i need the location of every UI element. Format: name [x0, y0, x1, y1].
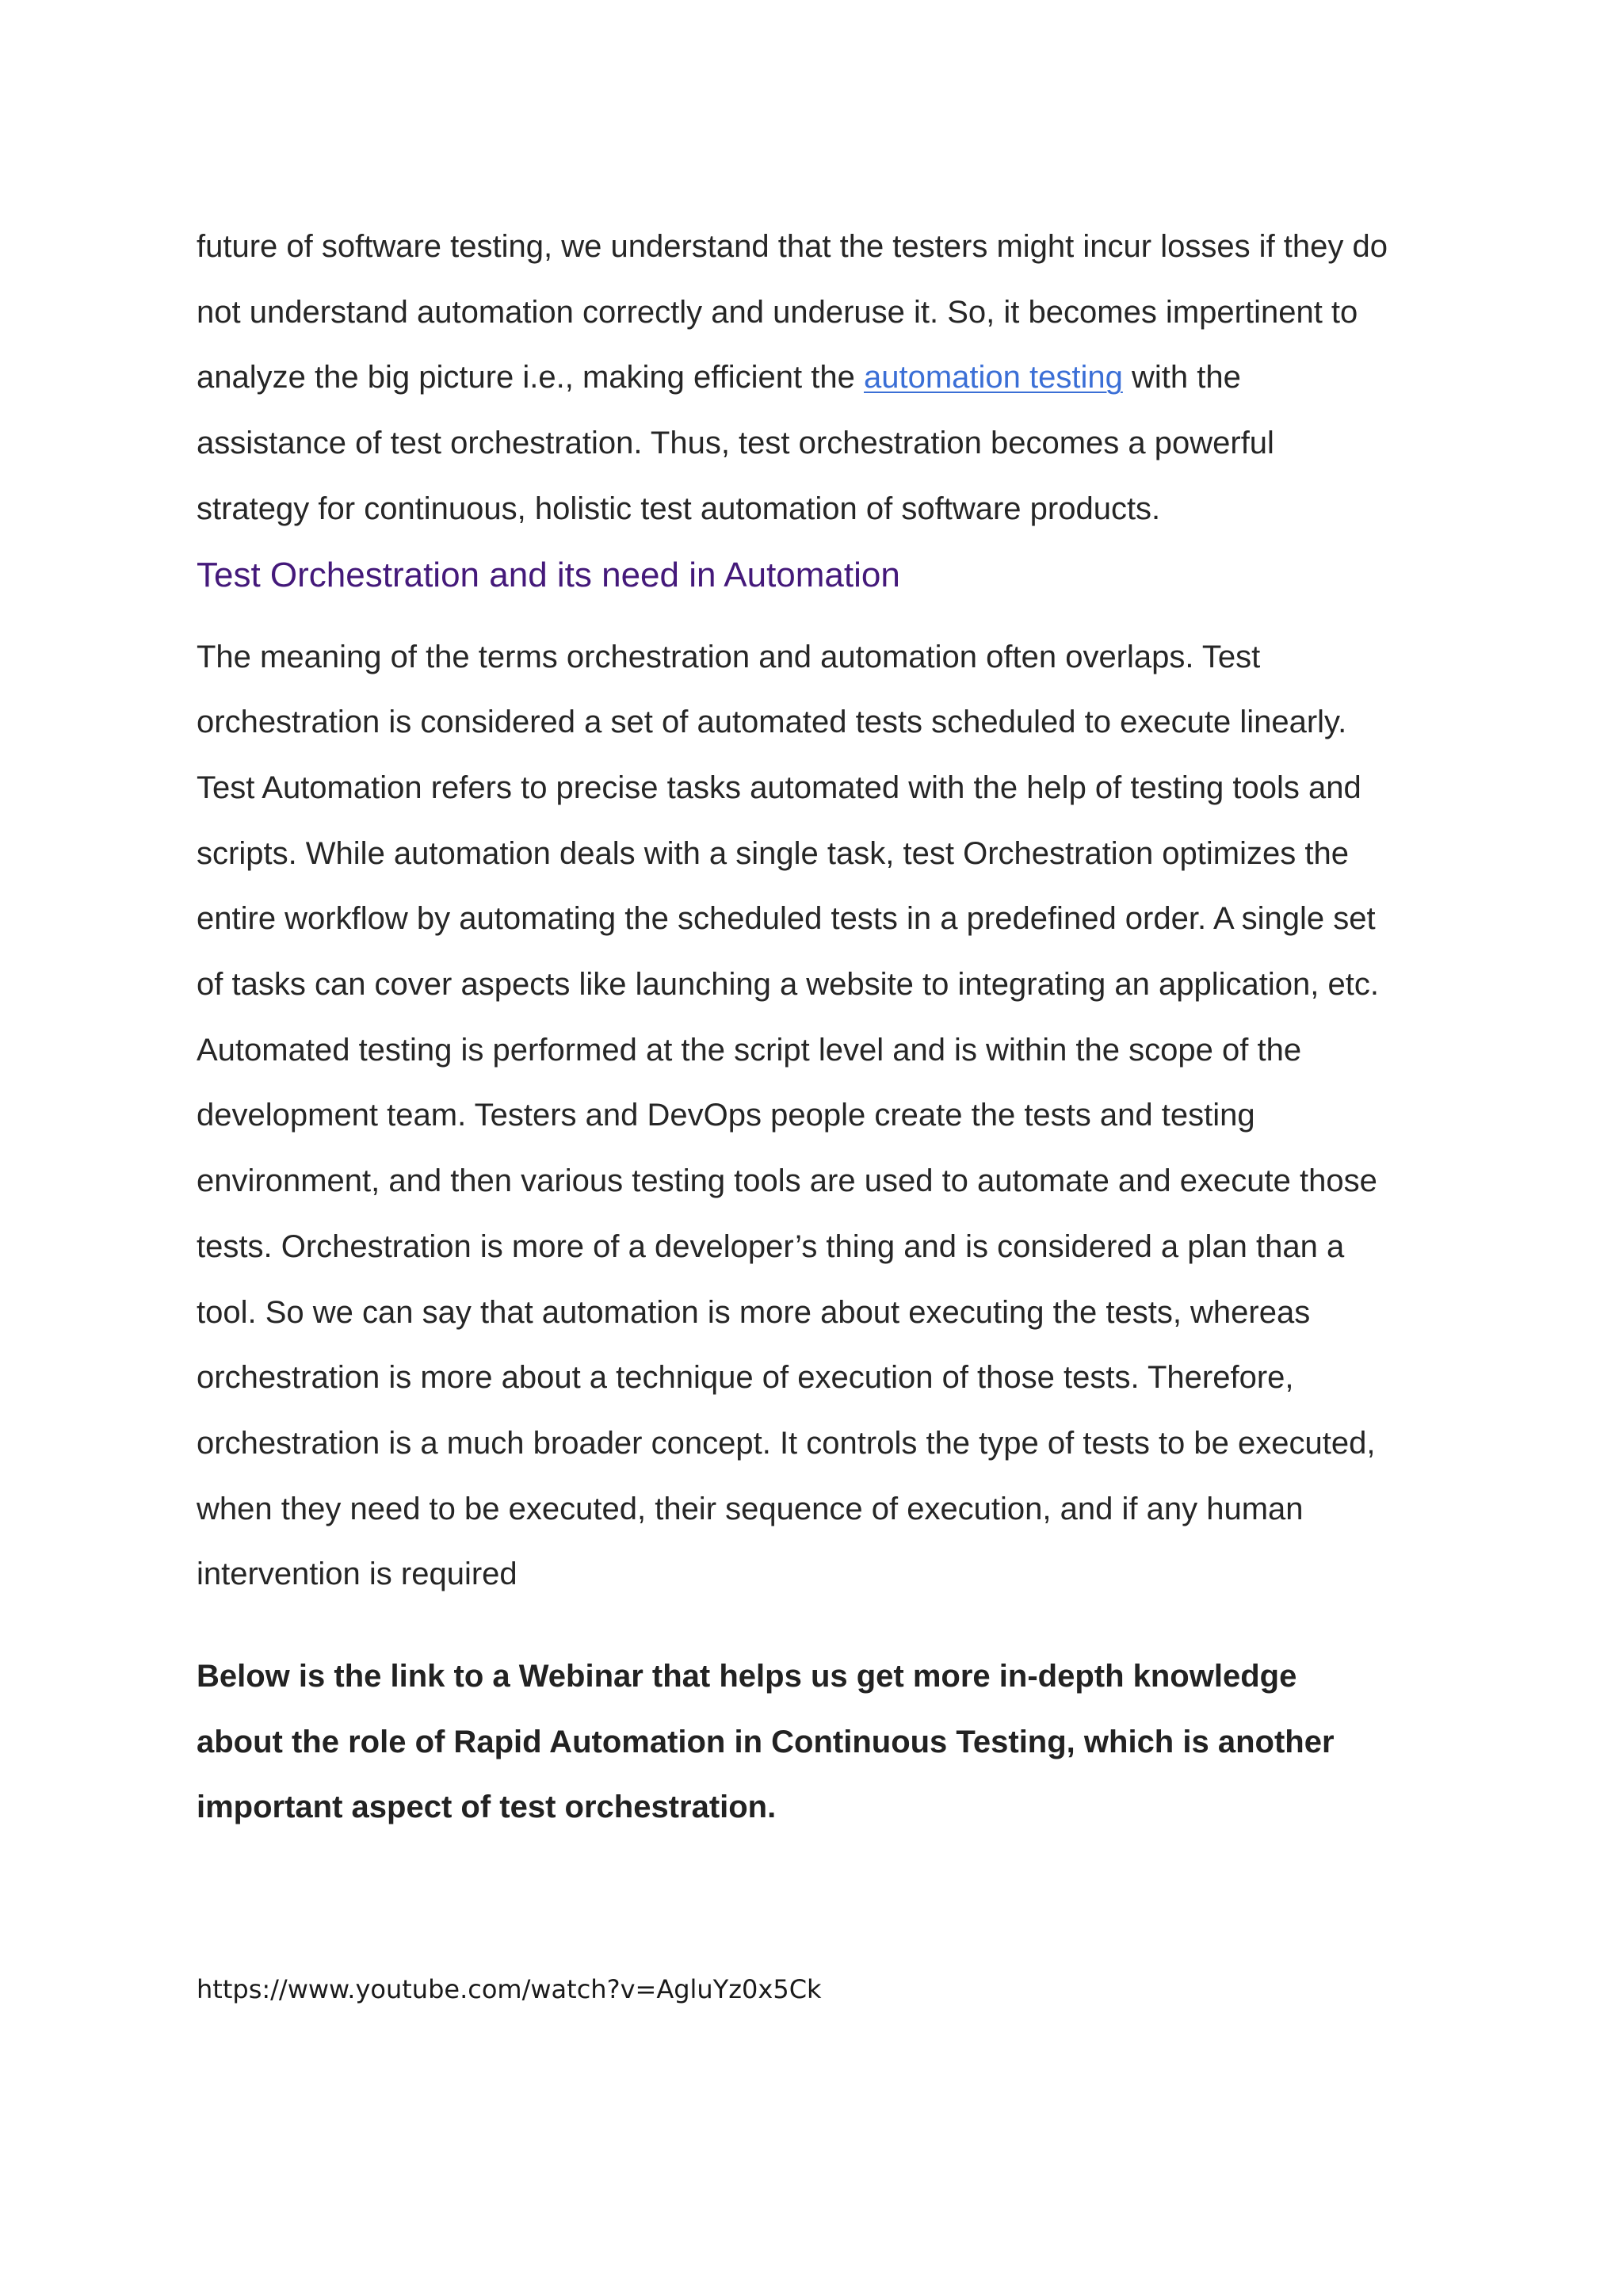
intro-line-with-link	[197, 345, 1449, 411]
webinar-line: Below is the link to a Webinar that helps us get more in-depth knowledge	[197, 1659, 1297, 1694]
body-line: entire workflow by automating the scheduled tests in a predefined order. A single set	[197, 901, 1376, 937]
intro-text: analyze the big picture i.e., making efficient the	[197, 360, 864, 395]
body-line: when they need to be executed, their sequence of execution, and if any human	[197, 1491, 1304, 1526]
intro-line: strategy for continuous, holistic test automation of software products.	[197, 491, 1161, 526]
body-line: Test Automation refers to precise tasks automated with the help of testing tools and	[197, 770, 1361, 805]
body-line: orchestration is considered a set of automated tests scheduled to execute linearly.	[197, 705, 1347, 740]
body-line: Automated testing is performed at the script level and is within the scope of the	[197, 1032, 1302, 1068]
body-paragraph	[197, 625, 1449, 1608]
intro-text: with the	[1122, 360, 1241, 395]
webinar-paragraph	[197, 1644, 1449, 1840]
body-line: tool. So we can say that automation is more about executing the tests, whereas	[197, 1294, 1311, 1330]
body-line: environment, and then various testing tools are used to automate and execute those	[197, 1163, 1377, 1199]
automation-testing-link[interactable]: automation testing	[863, 360, 1123, 395]
body-line: scripts. While automation deals with a single task, test Orchestration optimizes the	[197, 835, 1349, 871]
intro-paragraph	[197, 214, 1449, 542]
document-content	[197, 214, 1449, 2005]
body-line: of tasks can cover aspects like launching a website to integrating an application, etc.	[197, 967, 1379, 1003]
webinar-url[interactable]: https://www.youtube.com/watch?v=AgluYz0x5Ck	[197, 1974, 822, 2005]
body-line: tests. Orchestration is more of a developer’s thing and is considered a plan than a	[197, 1228, 1345, 1264]
body-line: orchestration is a much broader concept. It controls the type of tests to be executed,	[197, 1425, 1376, 1461]
intro-line: not understand automation correctly and underuse it. So, it becomes impertinent to	[197, 294, 1358, 330]
webinar-line: important aspect of test orchestration.	[197, 1790, 777, 1825]
body-line: The meaning of the terms orchestration and automation often overlaps. Test	[197, 639, 1261, 674]
section-heading: Test Orchestration and its need in Automation	[197, 555, 900, 594]
body-line: development team. Testers and DevOps people create the tests and testing	[197, 1098, 1255, 1133]
intro-line: assistance of test orchestration. Thus, test orchestration becomes a powerful	[197, 426, 1274, 461]
body-line: orchestration is more about a technique of execution of those tests. Therefore,	[197, 1360, 1294, 1396]
body-line: intervention is required	[197, 1557, 517, 1592]
intro-line: future of software testing, we understand that the testers might incur losses if they do	[197, 229, 1388, 264]
webinar-line: about the role of Rapid Automation in Continuous Testing, which is another	[197, 1724, 1335, 1759]
